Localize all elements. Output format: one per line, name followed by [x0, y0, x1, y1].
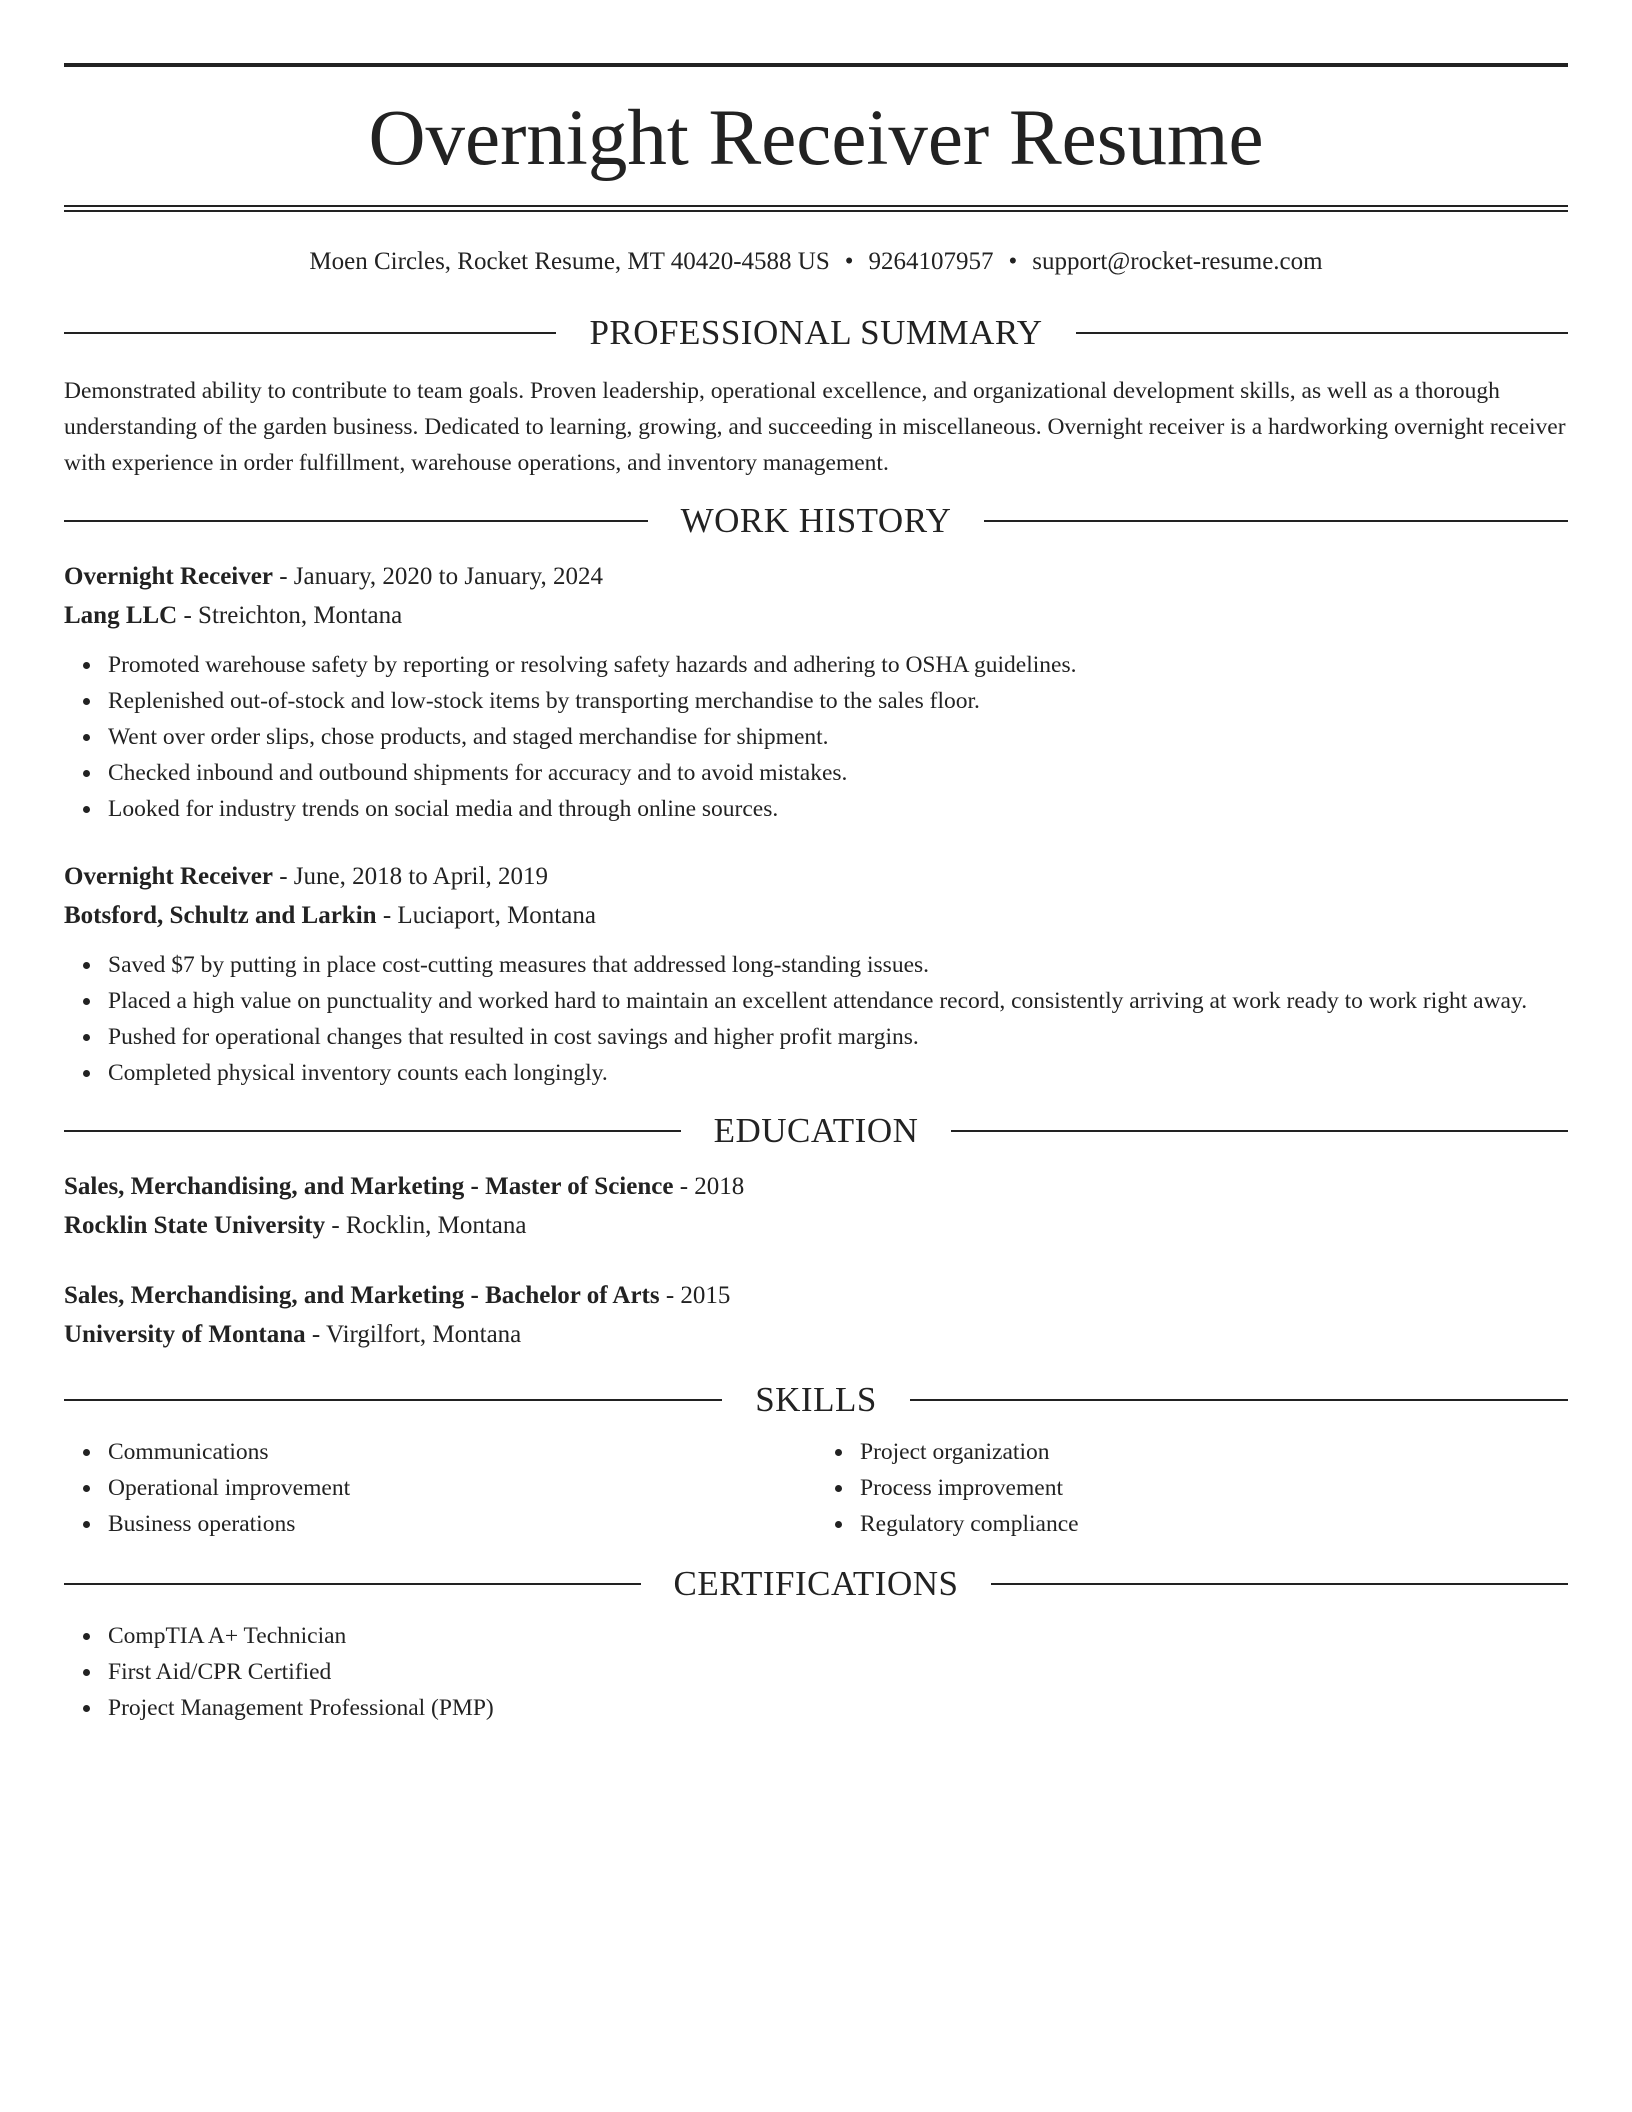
heading-rule-right [910, 1399, 1568, 1401]
page-title: Overnight Receiver Resume [368, 95, 1264, 182]
skill-item: Business operations [108, 1506, 816, 1542]
school-location: - Rocklin, Montana [325, 1212, 527, 1239]
contact-address: Moen Circles, Rocket Resume, MT 40420-4588 US [309, 248, 830, 275]
education-heading-label: EDUCATION [713, 1111, 919, 1150]
heading-rule-right [984, 520, 1568, 522]
certification-item: Project Management Professional (PMP) [108, 1690, 1568, 1726]
school: University of Montana [64, 1321, 306, 1348]
job-bullets [64, 647, 1568, 827]
job-company: Lang LLC [64, 602, 178, 629]
job-dates: - June, 2018 to April, 2019 [272, 863, 548, 890]
job-entry [64, 857, 1568, 1091]
heading-rule-left [64, 1399, 722, 1401]
job-location: - Luciaport, Montana [376, 902, 596, 929]
contact-separator: • [1008, 248, 1018, 275]
skill-item: Communications [108, 1434, 816, 1470]
skill-item: Operational improvement [108, 1470, 816, 1506]
school-line [64, 1315, 1568, 1354]
heading-rule-right [991, 1583, 1568, 1585]
job-bullet: Saved $7 by putting in place cost-cutting measures that addressed long-standing issues. [108, 947, 1568, 983]
job-title-line [64, 857, 1568, 896]
job-title-line [64, 557, 1568, 596]
skill-item: Project organization [860, 1434, 1568, 1470]
degree-year: - 2018 [673, 1173, 745, 1200]
job-bullet: Went over order slips, chose products, and staged merchandise for shipment. [108, 719, 1568, 755]
heading-rule-left [64, 332, 556, 334]
education-entry [64, 1167, 1568, 1245]
work-history-heading [64, 499, 1568, 543]
skills-heading [64, 1378, 1568, 1422]
title-block [64, 63, 1568, 212]
school: Rocklin State University [64, 1212, 326, 1239]
certifications-heading-label: CERTIFICATIONS [673, 1564, 959, 1603]
skills-heading-label: SKILLS [755, 1380, 877, 1419]
degree-year: - 2015 [659, 1282, 731, 1309]
school-location: - Virgilfort, Montana [305, 1321, 522, 1348]
job-company: Botsford, Schultz and Larkin [64, 902, 377, 929]
certification-item: First Aid/CPR Certified [108, 1654, 1568, 1690]
job-title: Overnight Receiver [64, 563, 273, 590]
summary-text: Demonstrated ability to contribute to team goals. Proven leadership, operational excellence, and organizational development skills, as well as a thorough understanding of the garden business. Dedicated to learning, growing, and succeeding in miscellaneous. Overnight receiver is a hardworking overnight receiver with experience in order fulfillment, warehouse operations, and inventory management. [64, 378, 1566, 476]
job-bullets [64, 947, 1568, 1091]
contact-separator: • [844, 248, 854, 275]
contact-line [64, 245, 1568, 279]
skill-item: Regulatory compliance [860, 1506, 1568, 1542]
job-location: - Streichton, Montana [177, 602, 403, 629]
certifications-heading [64, 1562, 1568, 1606]
job-company-line [64, 896, 1568, 935]
certifications-list [64, 1618, 1568, 1726]
skill-item: Process improvement [860, 1470, 1568, 1506]
heading-rule-left [64, 1130, 681, 1132]
degree: Sales, Merchandising, and Marketing - Master of Science [64, 1173, 674, 1200]
job-dates: - January, 2020 to January, 2024 [272, 563, 603, 590]
contact-email: support@rocket-resume.com [1032, 248, 1323, 275]
summary-heading [64, 311, 1568, 355]
contact-phone: 9264107957 [868, 248, 994, 275]
skills-column-right [816, 1434, 1568, 1542]
certification-item: CompTIA A+ Technician [108, 1618, 1568, 1654]
degree-line [64, 1167, 1568, 1206]
education-entry [64, 1276, 1568, 1354]
job-bullet: Replenished out-of-stock and low-stock items by transporting merchandise to the sales floor. [108, 683, 1568, 719]
degree-line [64, 1276, 1568, 1315]
summary-heading-label: PROFESSIONAL SUMMARY [589, 313, 1043, 352]
job-entry [64, 557, 1568, 827]
job-title: Overnight Receiver [64, 863, 273, 890]
job-bullet: Checked inbound and outbound shipments for accuracy and to avoid mistakes. [108, 755, 1568, 791]
job-bullet: Pushed for operational changes that resulted in cost savings and higher profit margins. [108, 1019, 1568, 1055]
heading-rule-right [951, 1130, 1568, 1132]
job-bullet: Looked for industry trends on social media and through online sources. [108, 791, 1568, 827]
heading-rule-left [64, 520, 648, 522]
education-heading [64, 1109, 1568, 1153]
heading-rule-left [64, 1583, 641, 1585]
job-bullet: Placed a high value on punctuality and worked hard to maintain an excellent attendance record, consistently arriving at work ready to work right away. [108, 983, 1568, 1019]
degree: Sales, Merchandising, and Marketing - Bachelor of Arts [64, 1282, 660, 1309]
school-line [64, 1206, 1568, 1245]
skills-column-left [64, 1434, 816, 1542]
job-bullet: Promoted warehouse safety by reporting or resolving safety hazards and adhering to OSHA guidelines. [108, 647, 1568, 683]
heading-rule-right [1076, 332, 1568, 334]
skills-grid [64, 1434, 1568, 1542]
work-history-heading-label: WORK HISTORY [680, 501, 952, 540]
job-bullet: Completed physical inventory counts each longingly. [108, 1055, 1568, 1091]
job-company-line [64, 596, 1568, 635]
